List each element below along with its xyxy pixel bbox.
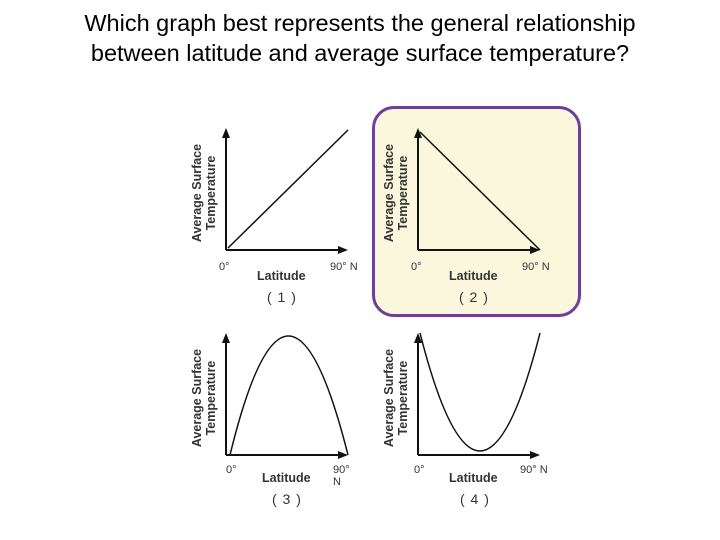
x-axis-label: Latitude [257,269,306,283]
y-axis-label: Average Surface Temperature [382,348,410,448]
graph-option-1[interactable] [180,125,360,325]
x-start-label: 0° [226,464,237,476]
x-start-label: 0° [219,261,230,273]
y-axis-label: Average Surface Temperature [190,143,218,243]
y-axis-label: Average Surface Temperature [190,348,218,448]
x-start-label: 0° [414,464,425,476]
graph-1-curve [228,130,348,248]
graph-number: ( 2 ) [459,289,489,305]
graph-2-curve [420,132,540,250]
x-axis-label: Latitude [449,269,498,283]
graph-option-2[interactable] [372,125,552,325]
graph-number: ( 3 ) [272,491,302,507]
x-start-label: 0° [411,261,422,273]
question-line-1: Which graph best represents the general relationship [84,10,636,36]
x-end-label: 90° N [330,261,358,273]
graph-option-4[interactable] [372,330,552,530]
x-axis-label: Latitude [449,471,498,485]
question-line-2: between latitude and average surface temperature? [90,40,630,66]
graph-number: ( 1 ) [267,289,297,305]
graph-3-curve [230,336,348,455]
graph-4-curve [420,333,540,451]
graph-number: ( 4 ) [460,491,490,507]
x-end-label: 90° N [522,261,550,273]
x-axis-label: Latitude [262,471,311,485]
x-end-label: 90° N [333,464,350,488]
graph-option-3[interactable] [180,330,360,530]
y-axis-label: Average Surface Temperature [382,143,410,243]
x-end-label: 90° N [520,464,548,476]
question-text [0,8,720,68]
